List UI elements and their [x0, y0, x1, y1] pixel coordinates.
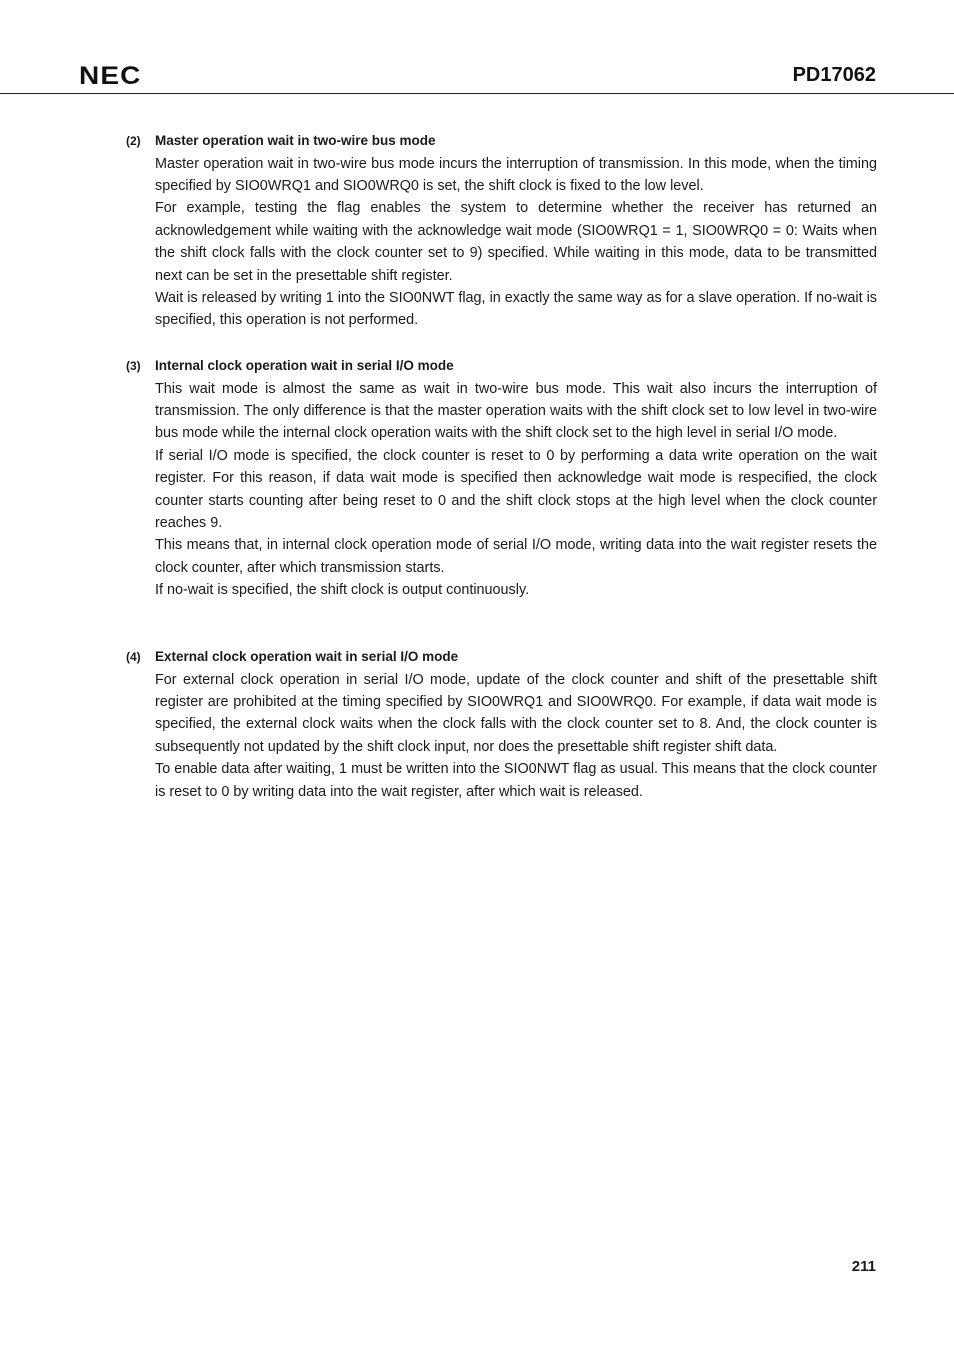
paragraph: This wait mode is almost the same as wait in two-wire bus mode. This wait also incurs the interruption of transmission. The only difference is that the master operation waits with the shift clock set to low level in two-wire bus mode while the internal clock operation waits with the shift clock set to the high level in serial I/O mode.: [155, 380, 877, 442]
section-number: (2): [126, 134, 141, 148]
paragraph: If no-wait is specified, the shift clock is output continuously.: [155, 582, 530, 599]
section-title: External clock operation wait in serial I/O mode: [155, 649, 459, 664]
section-master-operation-wait: [126, 130, 877, 332]
section-number: (4): [126, 650, 141, 664]
section-title: Internal clock operation wait in serial I/O mode: [155, 358, 454, 373]
paragraph: This means that, in internal clock operation mode of serial I/O mode, writing data into the wait register resets the clock counter, after which transmission starts.: [155, 537, 877, 576]
paragraph: To enable data after waiting, 1 must be written into the SIO0NWT flag as usual. This means that the clock counter is reset to 0 by writing data into the wait register, after which wait is released.: [155, 761, 877, 800]
section-external-clock-wait: [126, 646, 877, 803]
paragraph: For external clock operation in serial I/O mode, update of the clock counter and shift of the presettable shift register are prohibited at the timing specified by SIO0WRQ1 and SIO0WRQ0. For example, if data wait mode is specified, the external clock waits when the clock falls with the clock counter set to 8. And, the clock counter is subsequently not updated by the shift clock input, nor does the presettable shift register shift data.: [155, 671, 877, 755]
section-internal-clock-wait: [126, 355, 877, 602]
paragraph: Wait is released by writing 1 into the SIO0NWT flag, in exactly the same way as for a slave operation. If no-wait is specified, this operation is not performed.: [155, 289, 877, 329]
section-heading: [126, 646, 877, 669]
section-title: Master operation wait in two-wire bus mode: [155, 133, 436, 148]
paragraph: If serial I/O mode is specified, the clock counter is reset to 0 by performing a data write operation on the wait register. For this reason, if data wait mode is specified then acknowledge wait mode is respecified, the clock counter starts counting after being reset to 0 and the shift clock stops at the high level when the clock counter reaches 9.: [155, 447, 877, 531]
paragraph: Master operation wait in two-wire bus mode incurs the interruption of transmission. In this mode, when the timing specified by SIO0WRQ1 and SIO0WRQ0 is set, the shift clock is fixed to the low level.: [155, 155, 877, 194]
page-header: [0, 0, 954, 94]
nec-logo: NEC: [79, 62, 142, 90]
section-heading: [126, 130, 877, 153]
section-number: (3): [126, 359, 141, 373]
document-code: PD17062: [792, 64, 876, 86]
header-divider: [0, 93, 954, 94]
paragraph: For example, testing the flag enables the system to determine whether the receiver has returned an acknowledgement while waiting with the acknowledge wait mode (SIO0WRQ1 = 1, SIO0WRQ0 = 0: Waits when the shift clock falls with the clock counter set to 9) specified. While waiting in this mode, data to be transmitted next can be set in the presettable shift register.: [155, 200, 877, 284]
page-number: 211: [851, 1258, 876, 1275]
section-heading: [126, 355, 877, 378]
